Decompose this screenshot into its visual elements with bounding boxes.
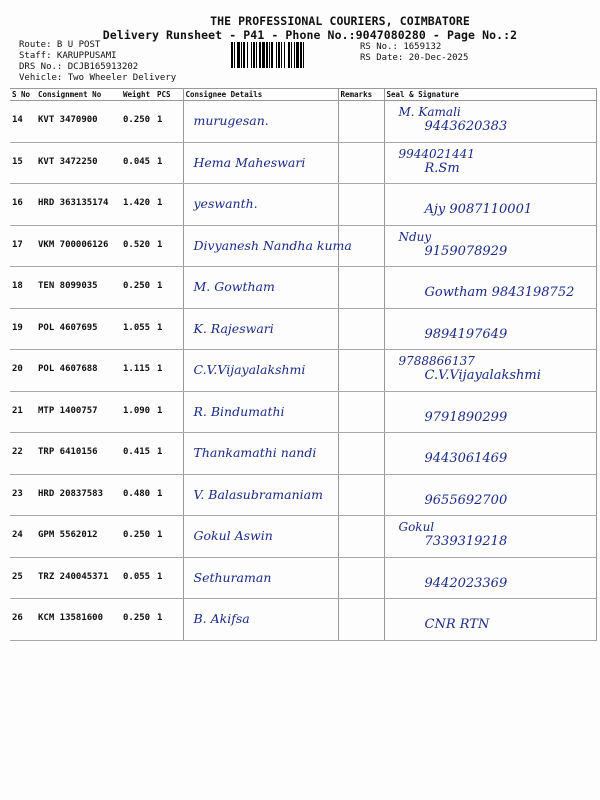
cell-consignee [183, 433, 338, 475]
cell-weight: 0.055 [121, 557, 155, 599]
consignee-handwriting: Thankamathi nandi [193, 445, 317, 460]
seal-handwriting-2: Ajy 9087110001 [424, 202, 533, 217]
table-header-row [10, 89, 596, 101]
cell-remarks [338, 599, 384, 641]
cell-pcs: 1 [155, 516, 183, 558]
cell-seal-signature [384, 184, 596, 226]
cell-pcs: 1 [155, 391, 183, 433]
consignee-handwriting: Hema Maheswari [193, 154, 306, 170]
cell-consignment-no: KVT 3470900 [36, 101, 121, 143]
cell-remarks [338, 308, 384, 350]
runsheet-table [10, 88, 597, 641]
seal-handwriting-2: R.Sm [424, 160, 460, 176]
cell-remarks [338, 101, 384, 143]
cell-seal-signature [384, 433, 596, 475]
consignee-handwriting: C.V.Vijayalakshmi [193, 362, 306, 377]
cell-remarks [338, 142, 384, 184]
cell-consignment-no: TRZ 240045371 [36, 557, 121, 599]
cell-sno: 24 [10, 516, 36, 558]
consignee-handwriting: Gokul Aswin [193, 528, 273, 543]
cell-pcs: 1 [155, 599, 183, 641]
cell-weight: 0.250 [121, 267, 155, 309]
cell-sno: 26 [10, 599, 36, 641]
cell-sno: 14 [10, 101, 36, 143]
seal-handwriting-1: Gokul [398, 520, 435, 534]
cell-seal-signature [384, 557, 596, 599]
cell-consignee [183, 308, 338, 350]
seal-handwriting-2: CNR RTN [424, 617, 490, 632]
cell-pcs: 1 [155, 557, 183, 599]
cell-sno: 17 [10, 225, 36, 267]
cell-weight: 0.415 [121, 433, 155, 475]
rs-date: RS Date: 20-Dec-2025 [360, 53, 469, 63]
rs-number: RS No.: 1659132 [360, 42, 442, 52]
cell-remarks [338, 391, 384, 433]
cell-consignment-no: HRD 20837583 [36, 474, 121, 516]
cell-weight: 1.055 [121, 308, 155, 350]
staff-label: Staff: KARUPPUSAMI [19, 51, 117, 61]
col-header-remarks: Remarks [338, 89, 384, 101]
route-label: Route: B U POST [19, 40, 101, 50]
cell-consignment-no: KVT 3472250 [36, 142, 121, 184]
cell-seal-signature [384, 142, 596, 184]
seal-handwriting-2: 9159078929 [424, 243, 508, 259]
cell-pcs: 1 [155, 225, 183, 267]
consignee-handwriting: Divyanesh Nandha kuma [193, 237, 352, 253]
consignee-handwriting: yeswanth. [193, 196, 258, 211]
cell-consignment-no: VKM 700006126 [36, 225, 121, 267]
cell-seal-signature [384, 599, 596, 641]
seal-handwriting-2: C.V.Vijayalakshmi [424, 368, 541, 383]
cell-consignee [183, 474, 338, 516]
seal-handwriting-2: 9894197649 [424, 326, 508, 342]
cell-consignment-no: TRP 6410156 [36, 433, 121, 475]
cell-consignment-no: KCM 13581600 [36, 599, 121, 641]
cell-seal-signature [384, 225, 596, 267]
cell-weight: 0.480 [121, 474, 155, 516]
cell-pcs: 1 [155, 474, 183, 516]
col-header-seal: Seal & Signature [384, 89, 596, 101]
cell-sno: 16 [10, 184, 36, 226]
cell-remarks [338, 516, 384, 558]
table-row [10, 308, 596, 350]
seal-handwriting-2: 9791890299 [424, 409, 508, 425]
table-row [10, 599, 596, 641]
table-row [10, 267, 596, 309]
consignee-handwriting: B. Akifsa [193, 611, 250, 626]
col-header-weight: Weight [121, 89, 155, 101]
col-header-consignee: Consignee Details [183, 89, 338, 101]
cell-consignment-no: POL 4607695 [36, 308, 121, 350]
seal-handwriting-1: M. Kamali [398, 105, 461, 119]
cell-pcs: 1 [155, 101, 183, 143]
cell-sno: 23 [10, 474, 36, 516]
cell-pcs: 1 [155, 433, 183, 475]
table-row [10, 184, 596, 226]
cell-seal-signature [384, 516, 596, 558]
cell-weight: 1.420 [121, 184, 155, 226]
cell-consignee [183, 101, 338, 143]
cell-sno: 21 [10, 391, 36, 433]
seal-handwriting-2: 9655692700 [424, 492, 508, 508]
cell-consignee [183, 599, 338, 641]
cell-pcs: 1 [155, 267, 183, 309]
vehicle-label: Vehicle: Two Wheeler Delivery [19, 73, 177, 83]
consignee-handwriting: V. Balasubramaniam [193, 486, 323, 502]
cell-sno: 18 [10, 267, 36, 309]
seal-handwriting-2: Gowtham 9843198752 [424, 285, 575, 300]
cell-remarks [338, 350, 384, 392]
drs-number: DRS No.: DCJB165913202 [19, 62, 139, 72]
cell-sno: 19 [10, 308, 36, 350]
cell-sno: 15 [10, 142, 36, 184]
consignee-handwriting: Sethuraman [193, 569, 272, 585]
seal-handwriting-2: 9442023369 [424, 575, 508, 591]
seal-handwriting-1: 9788866137 [398, 354, 475, 368]
cell-weight: 0.520 [121, 225, 155, 267]
cell-weight: 0.250 [121, 101, 155, 143]
cell-consignee [183, 142, 338, 184]
barcode [231, 42, 357, 68]
seal-handwriting-2: 9443620383 [424, 119, 508, 134]
runsheet-subtitle: Delivery Runsheet - P41 - Phone No.:9047080280 - Page No.:2 [102, 28, 518, 42]
table-row [10, 433, 596, 475]
cell-seal-signature [384, 267, 596, 309]
seal-handwriting-1: 9944021441 [398, 146, 475, 161]
cell-sno: 25 [10, 557, 36, 599]
cell-seal-signature [384, 308, 596, 350]
cell-consignment-no: MTP 1400757 [36, 391, 121, 433]
cell-pcs: 1 [155, 350, 183, 392]
cell-remarks [338, 267, 384, 309]
cell-remarks [338, 184, 384, 226]
cell-consignee [183, 350, 338, 392]
table-row [10, 391, 596, 433]
seal-handwriting-2: 7339319218 [424, 534, 508, 549]
cell-consignment-no: POL 4607688 [36, 350, 121, 392]
cell-consignment-no: TEN 8099035 [36, 267, 121, 309]
cell-weight: 0.250 [121, 599, 155, 641]
cell-consignee [183, 557, 338, 599]
cell-consignee [183, 267, 338, 309]
cell-sno: 22 [10, 433, 36, 475]
cell-weight: 1.115 [121, 350, 155, 392]
consignee-handwriting: K. Rajeswari [193, 320, 274, 336]
cell-remarks [338, 474, 384, 516]
company-title: THE PROFESSIONAL COURIERS, COIMBATORE [210, 14, 470, 28]
consignee-handwriting: R. Bindumathi [193, 403, 285, 419]
cell-consignee [183, 391, 338, 433]
cell-consignee [183, 184, 338, 226]
seal-handwriting-2: 9443061469 [424, 451, 508, 466]
table-row [10, 516, 596, 558]
cell-weight: 1.090 [121, 391, 155, 433]
cell-weight: 0.250 [121, 516, 155, 558]
cell-sno: 20 [10, 350, 36, 392]
cell-seal-signature [384, 474, 596, 516]
table-row [10, 225, 596, 267]
cell-pcs: 1 [155, 142, 183, 184]
table-row [10, 101, 596, 143]
cell-remarks [338, 433, 384, 475]
cell-remarks [338, 557, 384, 599]
consignee-handwriting: murugesan. [193, 113, 269, 128]
col-header-pcs: PCS [155, 89, 183, 101]
cell-consignee [183, 225, 352, 267]
cell-pcs: 1 [155, 184, 183, 226]
table-row [10, 557, 596, 599]
cell-consignment-no: GPM 5562012 [36, 516, 121, 558]
cell-seal-signature [384, 391, 596, 433]
cell-seal-signature [384, 101, 596, 143]
table-row [10, 142, 596, 184]
seal-handwriting-1: Nduy [398, 229, 432, 244]
cell-consignee [183, 516, 338, 558]
cell-weight: 0.045 [121, 142, 155, 184]
table-row [10, 350, 596, 392]
consignee-handwriting: M. Gowtham [193, 279, 275, 294]
cell-pcs: 1 [155, 308, 183, 350]
cell-seal-signature [384, 350, 596, 392]
col-header-sno: S No [10, 89, 36, 101]
cell-consignment-no: HRD 363135174 [36, 184, 121, 226]
col-header-consignment: Consignment No [36, 89, 121, 101]
table-row [10, 474, 596, 516]
